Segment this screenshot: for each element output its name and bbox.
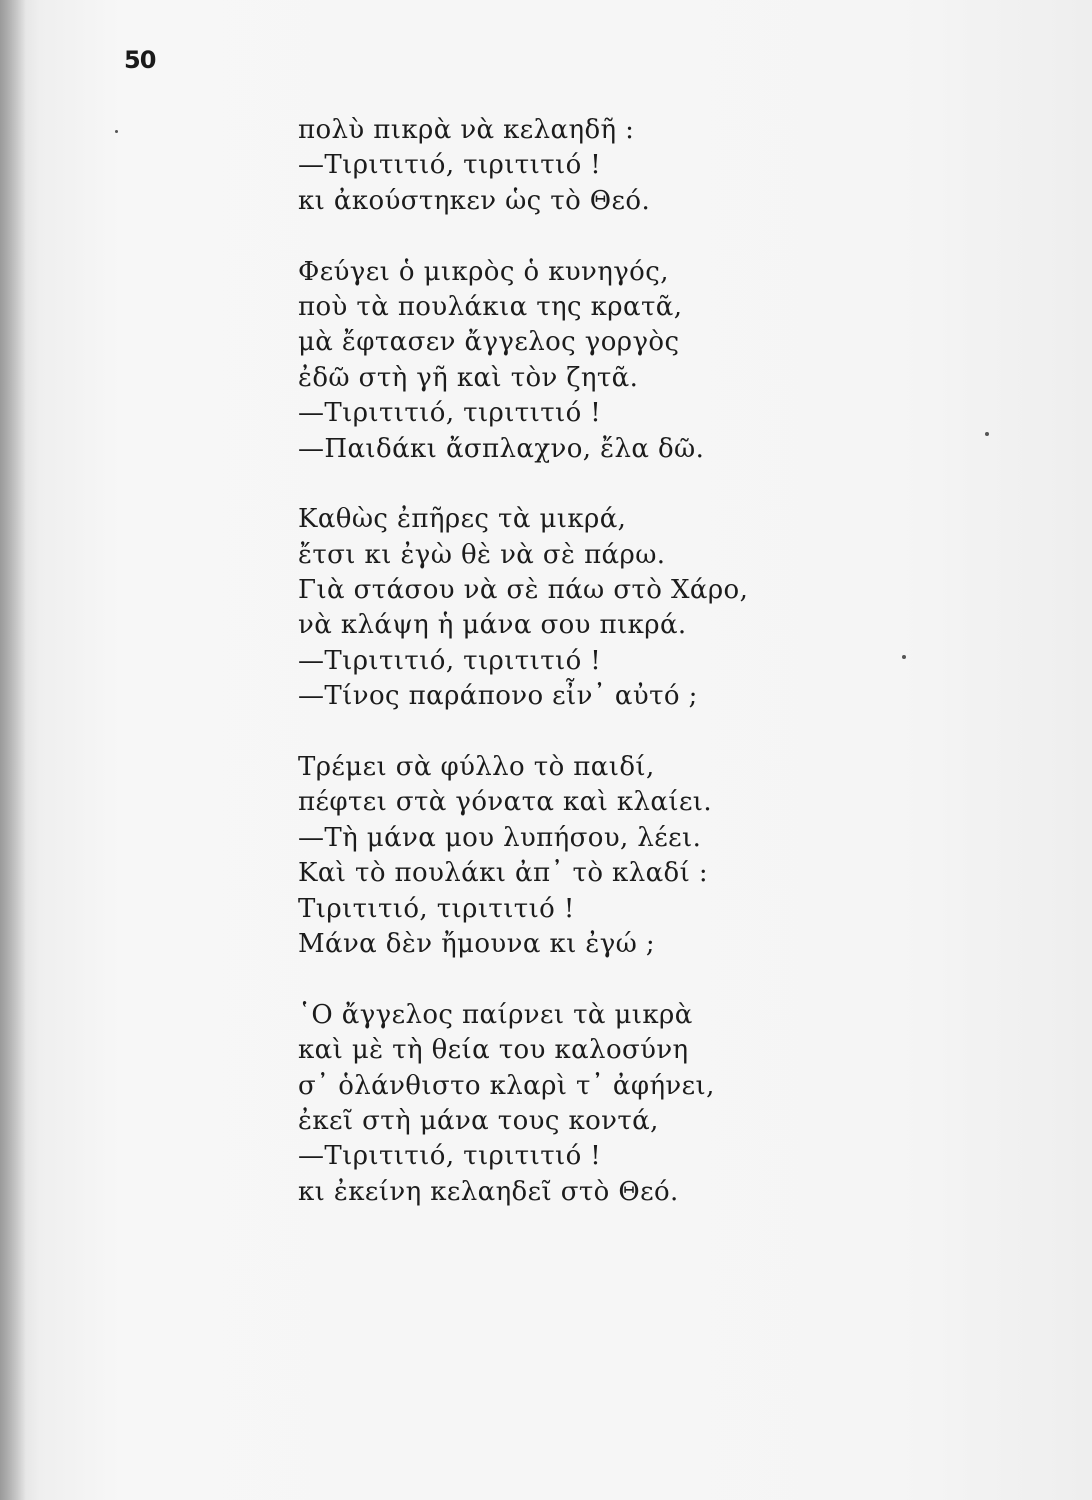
stanza-4 xyxy=(298,750,858,962)
poem-line: νὰ κλάψη ἡ μάνα σου πικρά. xyxy=(298,610,687,641)
poem-line: Μάνα δὲν ἤμουνα κι ἐγώ ; xyxy=(298,928,656,959)
poem-line: Καὶ τὸ πουλάκι ἀπ᾽ τὸ κλαδί : xyxy=(298,858,709,889)
stanza-1 xyxy=(298,113,858,219)
poem-line: ἔτσι κι ἐγὼ θὲ νὰ σὲ πάρω. xyxy=(298,539,666,570)
poem-line: ἐδῶ στὴ γῆ καὶ τὸν ζητᾶ. xyxy=(298,362,639,393)
poem-line: Γιὰ στάσου νὰ σὲ πάω στὸ Χάρο, xyxy=(298,575,749,606)
poem-line: μὰ ἔφτασεν ἄγγελος γοργὸς xyxy=(298,327,680,358)
paper-speck xyxy=(115,130,118,133)
poem-line: —Τιριτιτιό, τιριτιτιό ! xyxy=(298,150,602,181)
poem-line: —Τὴ μάνα μου λυπήσου, λέει. xyxy=(298,822,702,853)
poem-line: κι ἀκούστηκεν ὡς τὸ Θεό. xyxy=(298,185,651,216)
poem-line: Τιριτιτιό, τιριτιτιό ! xyxy=(298,893,575,924)
poem-line: —Τιριτιτιό, τιριτιτιό ! xyxy=(298,398,602,429)
poem-line: ῾Ο ἄγγελος παίρνει τὰ μικρὰ xyxy=(298,999,693,1030)
poem-line: —Τίνος παράπονο εἶν᾽ αὐτό ; xyxy=(298,681,698,712)
poem-line: πολὺ πικρὰ νὰ κελαηδῆ : xyxy=(298,115,635,145)
poem-body xyxy=(298,113,858,1246)
stanza-2 xyxy=(298,255,858,467)
poem-line: Τρέμει σὰ φύλλο τὸ παιδί, xyxy=(298,752,655,783)
stanza-3 xyxy=(298,502,858,714)
poem-line: κι ἐκείνη κελαηδεῖ στὸ Θεό. xyxy=(298,1176,679,1207)
poem-line: Φεύγει ὁ μικρὸς ὁ κυνηγός, xyxy=(298,256,669,287)
poem-line: —Τιριτιτιό, τιριτιτιό ! xyxy=(298,1141,602,1172)
poem-line: ἐκεῖ στὴ μάνα τους κοντά, xyxy=(298,1105,659,1136)
poem-line: ποὺ τὰ πουλάκια της κρατᾶ, xyxy=(298,291,683,322)
page-number: 50 xyxy=(124,46,156,74)
poem-line: καὶ μὲ τὴ θεία του καλοσύνη xyxy=(298,1035,689,1066)
poem-line: Καθὼς ἐπῆρες τὰ μικρά, xyxy=(298,504,627,535)
paper-speck xyxy=(902,655,906,659)
page-gutter-shadow xyxy=(0,0,26,1500)
poem-line: —Τιριτιτιό, τιριτιτιό ! xyxy=(298,645,602,676)
poem-line: πέφτει στὰ γόνατα καὶ κλαίει. xyxy=(298,787,713,818)
paper-speck xyxy=(985,432,989,436)
stanza-5 xyxy=(298,998,858,1210)
poem-line: —Παιδάκι ἄσπλαχνο, ἔλα δῶ. xyxy=(298,433,705,464)
poem-line: σ᾽ ὁλάνθιστο κλαρὶ τ᾽ ἀφήνει, xyxy=(298,1070,715,1101)
